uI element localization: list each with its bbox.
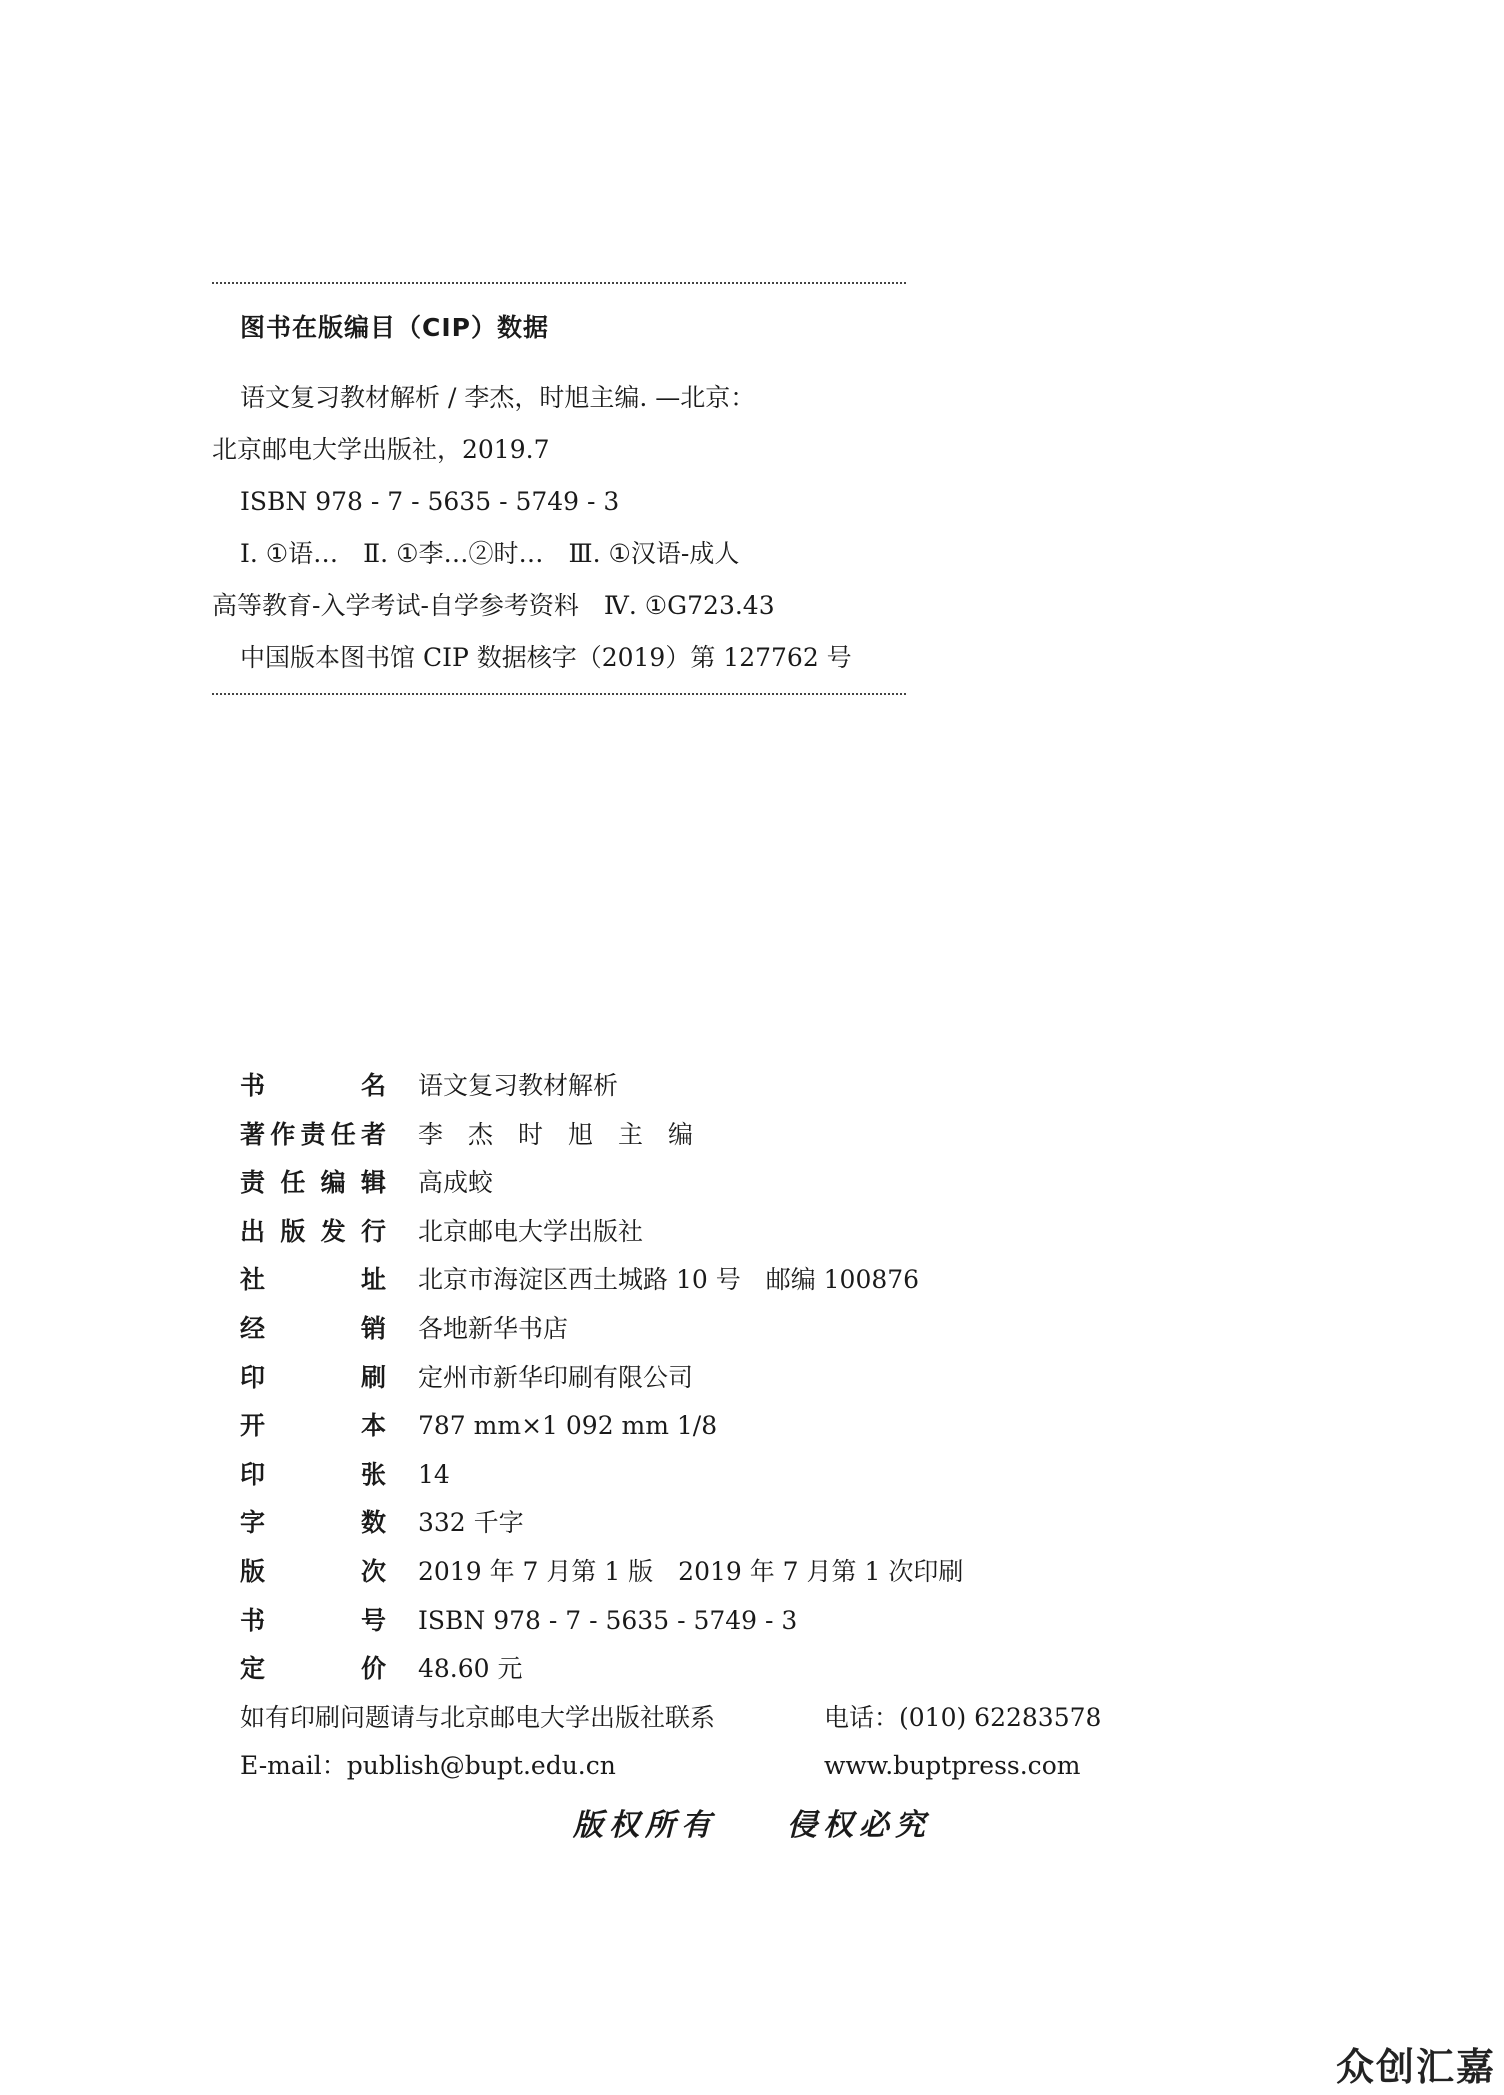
- info-row: [240, 1645, 1140, 1694]
- info-value: 2019 年 7 月第 1 版 2019 年 7 月第 1 次印刷: [418, 1556, 964, 1586]
- info-row: [240, 1062, 1140, 1111]
- info-row: [240, 1208, 1140, 1257]
- contact-row-web: [240, 1742, 1140, 1790]
- website-text: www.buptpress.com: [824, 1750, 1081, 1780]
- rights-reserved: 版权所有: [573, 1808, 717, 1843]
- info-label: 经 销: [240, 1313, 386, 1343]
- info-row: [240, 1305, 1140, 1354]
- phone-text: 电话：(010) 62283578: [824, 1702, 1102, 1732]
- info-label: 定 价: [240, 1654, 386, 1684]
- info-label: 责 任 编 辑: [240, 1168, 386, 1198]
- info-label: 社 址: [240, 1265, 386, 1295]
- info-value: 高成蛟: [418, 1168, 494, 1198]
- bottom-dotted-divider: [212, 693, 906, 695]
- info-label: 书 名: [240, 1071, 386, 1100]
- info-row: [240, 1548, 1140, 1597]
- info-row: [240, 1597, 1140, 1646]
- info-label: 印 刷: [240, 1362, 386, 1392]
- info-value: 定州市新华印刷有限公司: [418, 1362, 694, 1392]
- info-row: [240, 1256, 1140, 1305]
- top-dotted-divider: [212, 282, 906, 284]
- info-value: 李 杰 时 旭 主 编: [418, 1119, 694, 1149]
- info-row: [240, 1402, 1140, 1451]
- cip-line-classification-2: 高等教育-入学考试-自学参考资料 Ⅳ. ①G723.43: [212, 591, 775, 620]
- info-value: 14: [418, 1459, 450, 1489]
- infringement-notice: 侵权必究: [787, 1808, 931, 1843]
- cip-line-record-number: 中国版本图书馆 CIP 数据核字（2019）第 127762 号: [240, 643, 852, 672]
- cip-line-classification-1: Ⅰ. ①语… Ⅱ. ①李…②时… Ⅲ. ①汉语-成人: [240, 539, 740, 568]
- info-value: 48.60 元: [418, 1654, 523, 1684]
- info-label: 书 号: [240, 1605, 386, 1635]
- info-row: [240, 1159, 1140, 1208]
- cip-line-isbn: ISBN 978 - 7 - 5635 - 5749 - 3: [240, 487, 620, 516]
- cip-data-block: [212, 308, 912, 684]
- print-issue-text: 如有印刷问题请与北京邮电大学出版社联系: [240, 1702, 716, 1732]
- info-label: 出 版 发 行: [240, 1216, 386, 1246]
- info-value: 北京市海淀区西土城路 10 号 邮编 100876: [418, 1265, 920, 1295]
- info-row: [240, 1354, 1140, 1403]
- info-label: 印 张: [240, 1459, 386, 1489]
- contact-row-phone: [240, 1694, 1140, 1742]
- info-row: [240, 1499, 1140, 1548]
- info-label: 字 数: [240, 1508, 386, 1538]
- cip-line-publisher: 北京邮电大学出版社，2019.7: [212, 435, 550, 464]
- cip-title: 图书在版编目（CIP）数据: [240, 313, 549, 342]
- info-value: 北京邮电大学出版社: [418, 1216, 644, 1246]
- info-value: 各地新华书店: [418, 1313, 569, 1343]
- info-label: 开 本: [240, 1411, 386, 1441]
- info-value: 语文复习教材解析: [418, 1071, 619, 1100]
- info-value: 787 mm×1 092 mm 1/8: [418, 1411, 718, 1441]
- cip-line-title: 语文复习教材解析 / 李杰，时旭主编. —北京：: [240, 383, 756, 412]
- info-row: [240, 1111, 1140, 1160]
- info-value: ISBN 978 - 7 - 5635 - 5749 - 3: [418, 1605, 798, 1635]
- info-label: 著 作 责 任 者: [240, 1119, 386, 1149]
- info-row: [240, 1451, 1140, 1500]
- publication-info-table: [240, 1062, 1140, 1790]
- email-text: E-mail：publish@bupt.edu.cn: [240, 1750, 616, 1780]
- copyright-notice: [0, 1800, 1504, 1844]
- info-label: 版 次: [240, 1556, 386, 1586]
- info-value: 332 千字: [418, 1508, 524, 1538]
- watermark-logo: 众创汇嘉: [1335, 2045, 1496, 2089]
